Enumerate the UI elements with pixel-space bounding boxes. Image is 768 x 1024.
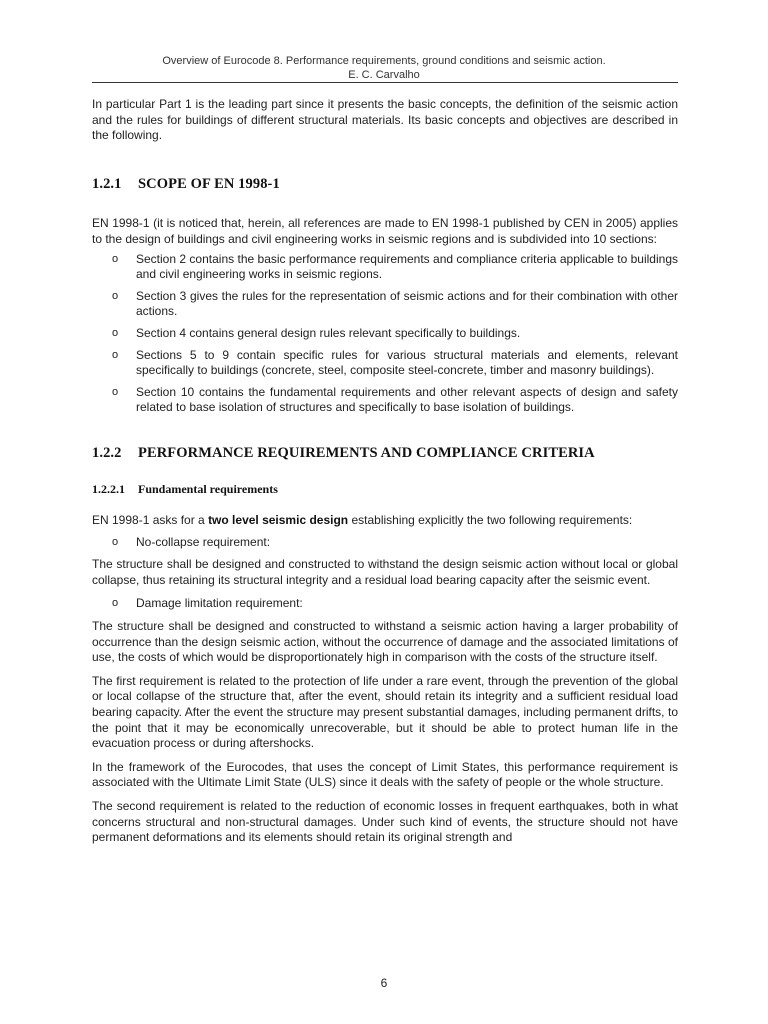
subsection-title: Fundamental requirements (138, 481, 278, 496)
lead-text: establishing explicitly the two following requirements: (348, 513, 633, 528)
bullet-marker: o (112, 326, 119, 339)
section-title: SCOPE OF EN 1998-1 (138, 175, 280, 192)
bullet-marker: o (112, 597, 119, 610)
list-item-text: Section 2 contains the basic performance requirements and compliance criteria applicable to buildings and civil engineering works in seismic regions. (136, 251, 678, 282)
bullet-marker: o (112, 348, 119, 361)
framework-paragraph: In the framework of the Eurocodes, that uses the concept of Limit States, this performance requirement is associated with the Ultimate Limit State (ULS) since it deals with the safety of people or the whole structure. (92, 759, 678, 790)
damage-limitation-paragraph: The structure shall be designed and constructed to withstand a seismic action having a larger probability of occurrence than the design seismic action, without the occurrence of damage and the associated limitations of use, the costs of which would be disproportionately high in comparison with the costs of the structure itself. (92, 619, 678, 665)
intro-paragraph: In particular Part 1 is the leading part since it presents the basic concepts, the definition of the seismic action and the rules for buildings of different structural materials. Its basic concepts and objectives are described in the following. (92, 97, 678, 143)
requirements-lead (92, 513, 678, 529)
requirement-label: No-collapse requirement: (136, 534, 271, 549)
list-item (92, 326, 678, 342)
section-heading-performance (92, 446, 678, 462)
lead-emphasis: two level seismic design (208, 513, 349, 528)
section-heading-scope (92, 177, 678, 193)
header-author: E. C. Carvalho (348, 69, 420, 81)
requirement-label: Damage limitation requirement: (136, 596, 303, 611)
list-item-text: Section 4 contains general design rules relevant specifically to buildings. (136, 325, 521, 340)
running-header (92, 54, 676, 82)
second-requirement-paragraph: The second requirement is related to the reduction of economic losses in frequent earthquakes, both in what concerns structural and non-structural damages. Under such kind of events, the structure should not have permanent deformations and its elements should retain its original strength and (92, 799, 678, 845)
list-item-text: Section 10 contains the fundamental requirements and other relevant aspects of design and safety related to base isolation of structures and specifically to base isolation of buildings. (136, 384, 678, 415)
header-divider (92, 82, 678, 83)
section-number: 1.2.1 (92, 175, 122, 192)
requirement-item-damage-limitation (92, 596, 678, 612)
list-item (92, 252, 678, 283)
section-number: 1.2.2 (92, 444, 122, 461)
list-item-text: Sections 5 to 9 contain specific rules for various structural materials and elements, relevant specifically to buildings (concrete, steel, composite steel-concrete, timber and masonry buildings). (136, 347, 678, 378)
list-item (92, 348, 678, 379)
bullet-marker: o (112, 385, 119, 398)
header-title: Overview of Eurocode 8. Performance requirements, ground conditions and seismic action. (162, 55, 606, 67)
subsection-number: 1.2.2.1 (92, 481, 125, 496)
section-title: PERFORMANCE REQUIREMENTS AND COMPLIANCE CRITERIA (138, 444, 595, 461)
list-item-text: Section 3 gives the rules for the representation of seismic actions and for their combination with other actions. (136, 288, 678, 319)
subsection-heading (92, 482, 678, 498)
bullet-marker: o (112, 252, 119, 265)
scope-paragraph: EN 1998-1 (it is noticed that, herein, all references are made to EN 1998-1 published by CEN in 2005) applies to the design of buildings and civil engineering works in seismic regions and is subdivided into 10 sections: (92, 216, 678, 246)
bullet-marker: o (112, 535, 119, 548)
first-requirement-paragraph: The first requirement is related to the protection of life under a rare event, through the prevention of the global or local collapse of the structure that, after the event, should retain its integrity and a sufficient residual load bearing capacity. After the event the structure may present substantial damages, including permanent drifts, to the point that it may be economically unrecoverable, but it should be able to protect human life in the evacuation process or during aftershocks. (92, 673, 678, 751)
requirement-item-no-collapse (92, 535, 678, 551)
bullet-marker: o (112, 289, 119, 302)
no-collapse-paragraph: The structure shall be designed and constructed to withstand the design seismic action without local or global collapse, thus retaining its structural integrity and a residual load bearing capacity after the seismic event. (92, 557, 678, 587)
page-number: 6 (380, 976, 388, 990)
list-item (92, 385, 678, 416)
lead-text: EN 1998-1 asks for a (92, 513, 209, 528)
list-item (92, 289, 678, 320)
sections-list (92, 252, 678, 416)
body-content (92, 97, 678, 854)
